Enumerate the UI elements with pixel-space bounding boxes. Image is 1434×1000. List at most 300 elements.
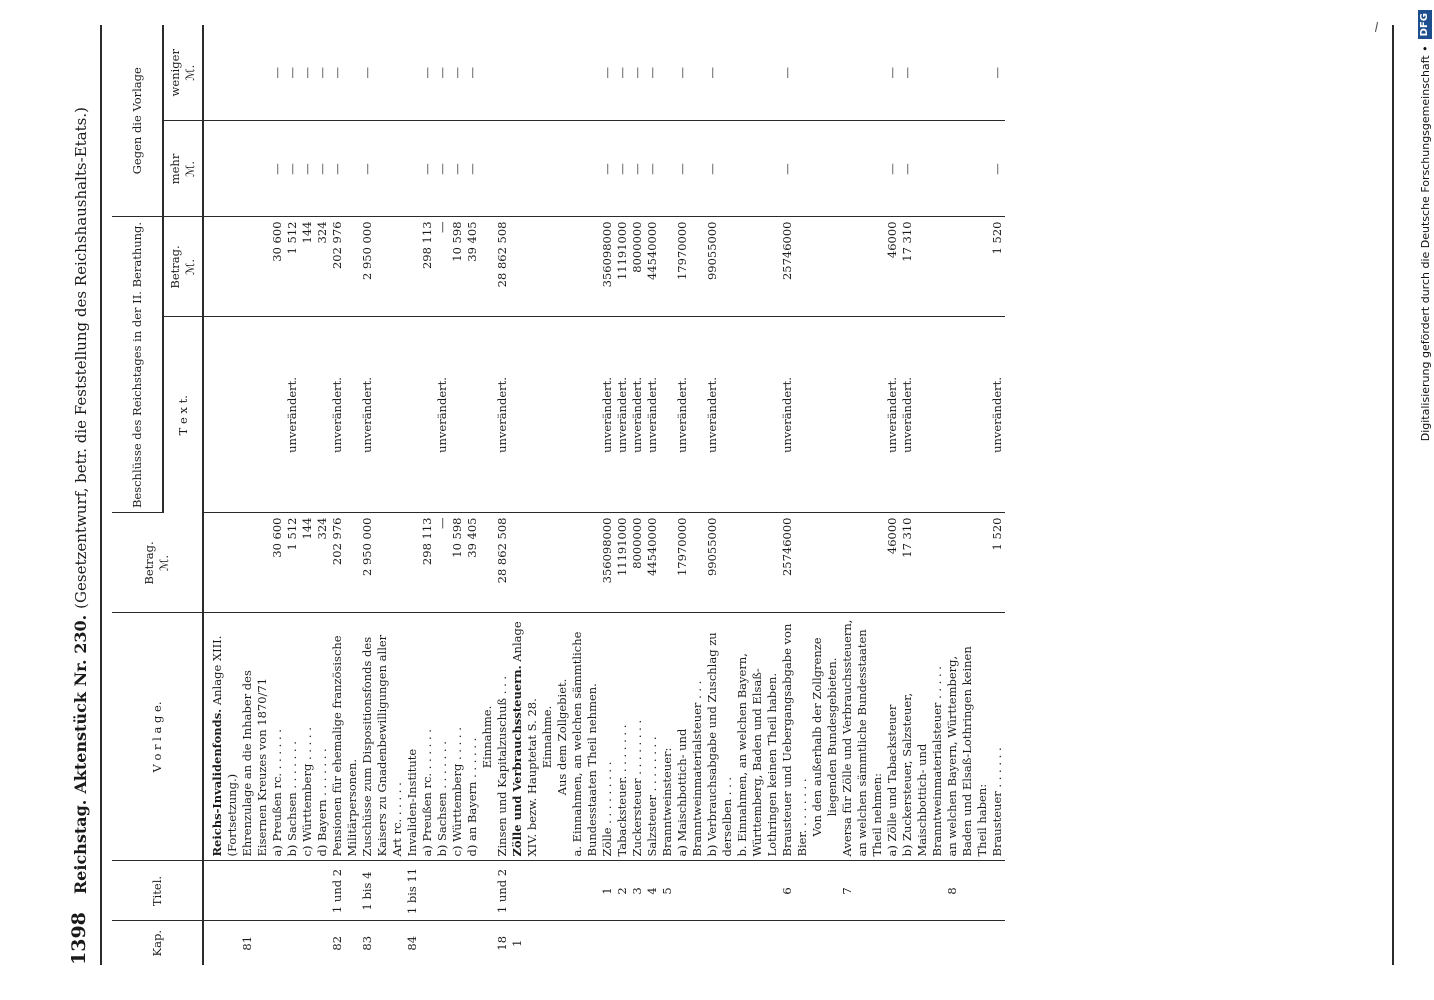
item-label: Branntweinsteuer: bbox=[660, 747, 674, 857]
cell-betrag: 44540000 bbox=[645, 513, 660, 613]
cell-betrag bbox=[540, 513, 555, 613]
cell-titel bbox=[420, 861, 435, 921]
cell-betrag bbox=[660, 513, 675, 613]
table-row bbox=[945, 25, 990, 965]
section-heading-note: Anlage XIV. bezw. Hauptetat S. 28. bbox=[510, 621, 539, 857]
table-row bbox=[900, 25, 945, 965]
cell-beschluss-text: unverändert. bbox=[705, 317, 735, 513]
cell-kap bbox=[660, 921, 675, 965]
cell-titel: 6 bbox=[780, 861, 810, 921]
betrag2-unit: ℳ. bbox=[183, 259, 197, 275]
cell-betrag: 1 520 bbox=[990, 513, 1005, 613]
table-row bbox=[540, 25, 555, 965]
cell-mehr: — bbox=[420, 121, 435, 217]
cell-mehr: — bbox=[435, 121, 450, 217]
col-weniger-header bbox=[163, 25, 203, 121]
cell-titel bbox=[203, 861, 240, 921]
credit-text: Digitalisierung gefördert durch die Deutsche Forschungsgemeinschaft • bbox=[1418, 45, 1432, 442]
cell-titel bbox=[555, 861, 570, 921]
table-row bbox=[465, 25, 480, 965]
cell-mehr: — bbox=[300, 121, 315, 217]
cell-betrag2 bbox=[510, 217, 540, 317]
betrag-unit: ℳ. bbox=[157, 555, 171, 571]
item-label: Aus dem Zollgebiet. bbox=[555, 678, 569, 796]
cell-beschluss-text: unverändert. bbox=[615, 317, 630, 513]
cell-titel: 2 bbox=[615, 861, 630, 921]
cell-vorlage-text bbox=[990, 613, 1005, 861]
cell-titel bbox=[900, 861, 945, 921]
cell-mehr bbox=[840, 121, 885, 217]
table-row bbox=[705, 25, 735, 965]
cell-titel bbox=[540, 861, 555, 921]
cell-betrag2: 356098000 bbox=[600, 217, 615, 317]
page-header bbox=[40, 25, 90, 965]
table-row bbox=[495, 25, 510, 965]
cell-betrag bbox=[480, 513, 495, 613]
cell-betrag2: 17970000 bbox=[675, 217, 705, 317]
cell-titel: 3 bbox=[630, 861, 645, 921]
cell-betrag: 17 310 bbox=[900, 513, 945, 613]
item-label: Ehrenzulage an die Inhaber des Eisernen Kreuzes von 1870/71 bbox=[240, 670, 269, 857]
cell-vorlage-text bbox=[840, 613, 885, 861]
cell-betrag2: 1 512 bbox=[285, 217, 300, 317]
table-row bbox=[555, 25, 570, 965]
cell-weniger bbox=[555, 25, 570, 121]
item-label: Einnahme. bbox=[540, 705, 554, 769]
cell-vorlage-text bbox=[900, 613, 945, 861]
cell-weniger: — bbox=[435, 25, 450, 121]
weniger-label: weniger bbox=[168, 49, 182, 97]
item-label: Tabacksteuer. . . . . . . . bbox=[615, 724, 629, 857]
cell-mehr: — bbox=[990, 121, 1005, 217]
cell-kap bbox=[885, 921, 900, 965]
cell-kap bbox=[840, 921, 885, 965]
cell-titel bbox=[990, 861, 1005, 921]
cell-vorlage-text bbox=[330, 613, 360, 861]
cell-vorlage-text bbox=[240, 613, 270, 861]
table-row bbox=[810, 25, 840, 965]
item-label: Von den außerhalb der Zollgrenze liegenden Bundesgebieten. bbox=[810, 637, 839, 837]
cell-titel bbox=[480, 861, 495, 921]
item-label: a) Preußen rc. . . . . . . bbox=[270, 729, 284, 857]
cell-betrag: 11191000 bbox=[615, 513, 630, 613]
cell-betrag: 28 862 508 bbox=[495, 513, 510, 613]
cell-vorlage-text bbox=[810, 613, 840, 861]
cell-betrag: 99055000 bbox=[705, 513, 735, 613]
cell-kap bbox=[555, 921, 570, 965]
col-vorlage-header: V o r l a g e. bbox=[112, 613, 203, 861]
cell-vorlage-text bbox=[495, 613, 510, 861]
col-gegen-header: Gegen die Vorlage bbox=[112, 25, 163, 217]
table-row bbox=[510, 25, 540, 965]
cell-beschluss-text bbox=[570, 317, 600, 513]
cell-vorlage-text bbox=[555, 613, 570, 861]
table-row bbox=[840, 25, 885, 965]
cell-weniger: — bbox=[285, 25, 300, 121]
cell-kap bbox=[480, 921, 495, 965]
item-label: b. Einnahmen, an welchen Bayern, Württemberg, Baden und Elsaß-Lothringen keinen Theil haben. bbox=[735, 653, 779, 857]
cell-mehr: — bbox=[600, 121, 615, 217]
table-row bbox=[420, 25, 435, 965]
table-row bbox=[480, 25, 495, 965]
cell-kap: 81 bbox=[240, 935, 254, 951]
cell-weniger: — bbox=[450, 25, 465, 121]
item-label: Salzsteuer . . . . . . . . bbox=[645, 736, 659, 857]
cell-mehr bbox=[945, 121, 990, 217]
cell-mehr: — bbox=[675, 121, 705, 217]
table-row bbox=[300, 25, 315, 965]
cell-kap: 1 bbox=[510, 939, 524, 947]
section-heading: Zölle und Verbrauchssteuern. bbox=[510, 665, 524, 857]
cell-mehr: — bbox=[450, 121, 465, 217]
table-row bbox=[675, 25, 705, 965]
table-row bbox=[990, 25, 1005, 965]
item-label: Zuckersteuer . . . . . . . . bbox=[630, 719, 644, 857]
cell-kap bbox=[900, 921, 945, 965]
cell-betrag2: 99055000 bbox=[705, 217, 735, 317]
cell-kap bbox=[600, 921, 615, 965]
cell-kap bbox=[615, 921, 630, 965]
cell-mehr: — bbox=[780, 121, 810, 217]
cell-mehr bbox=[555, 121, 570, 217]
cell-titel bbox=[570, 861, 600, 921]
cell-mehr bbox=[540, 121, 555, 217]
cell-weniger bbox=[203, 25, 240, 121]
budget-table bbox=[112, 25, 1005, 965]
cell-weniger bbox=[540, 25, 555, 121]
cell-beschluss-text: unverändert. bbox=[360, 317, 405, 513]
cell-weniger bbox=[240, 25, 270, 121]
cell-kap: 84 bbox=[405, 935, 419, 951]
cell-titel: 1 und 2 bbox=[495, 861, 510, 921]
cell-betrag: 1 512 bbox=[285, 513, 300, 613]
cell-beschluss-text: unverändert. bbox=[900, 317, 945, 513]
table-row bbox=[435, 25, 450, 965]
table-row bbox=[885, 25, 900, 965]
cell-vorlage-text bbox=[660, 613, 675, 861]
cell-mehr: — bbox=[270, 121, 285, 217]
cell-beschluss-text: unverändert. bbox=[645, 317, 660, 513]
cell-titel bbox=[675, 861, 705, 921]
cell-titel: 5 bbox=[660, 861, 675, 921]
col-mehr-header bbox=[163, 121, 203, 217]
cell-betrag: 202 976 bbox=[330, 513, 360, 613]
cell-beschluss-text: unverändert. bbox=[990, 317, 1005, 513]
table-row bbox=[405, 25, 420, 965]
cell-mehr bbox=[510, 121, 540, 217]
cell-mehr bbox=[570, 121, 600, 217]
cell-weniger: — bbox=[885, 25, 900, 121]
cell-vorlage-text bbox=[885, 613, 900, 861]
cell-kap bbox=[270, 921, 285, 965]
cell-vorlage-text bbox=[480, 613, 495, 861]
cell-betrag2: 28 862 508 bbox=[495, 217, 510, 317]
cell-mehr bbox=[495, 121, 510, 217]
item-label: Brausteuer . . . . . . bbox=[990, 747, 1004, 857]
item-label: c) Württemberg . . . . . bbox=[450, 727, 464, 857]
cell-betrag: 8000000 bbox=[630, 513, 645, 613]
cell-vorlage-text bbox=[675, 613, 705, 861]
cell-mehr: — bbox=[360, 121, 405, 217]
col-text-header: T e x t. bbox=[163, 317, 203, 513]
cell-kap bbox=[990, 921, 1005, 965]
col-titel-header: Titel. bbox=[112, 861, 203, 921]
cell-kap bbox=[705, 921, 735, 965]
cell-beschluss-text bbox=[405, 317, 420, 513]
cell-vorlage-text bbox=[645, 613, 660, 861]
cell-betrag: 25746000 bbox=[780, 513, 810, 613]
cell-mehr bbox=[203, 121, 240, 217]
cell-beschluss-text bbox=[420, 317, 435, 513]
cell-vorlage-text bbox=[450, 613, 465, 861]
betrag2-label: Betrag. bbox=[168, 245, 182, 289]
cell-kap bbox=[630, 921, 645, 965]
item-label: d) Bayern . . . . . . . bbox=[315, 748, 329, 857]
cell-vorlage-text bbox=[600, 613, 615, 861]
cell-weniger: — bbox=[780, 25, 810, 121]
cell-weniger bbox=[405, 25, 420, 121]
cell-titel bbox=[465, 861, 480, 921]
cell-titel: 1 bbox=[600, 861, 615, 921]
cell-betrag2: 8000000 bbox=[630, 217, 645, 317]
cell-betrag: 144 bbox=[300, 513, 315, 613]
cell-titel: 1 bis 11 bbox=[405, 861, 420, 921]
cell-beschluss-text bbox=[203, 317, 240, 513]
cell-betrag2 bbox=[840, 217, 885, 317]
cell-beschluss-text bbox=[270, 317, 285, 513]
cell-beschluss-text bbox=[450, 317, 465, 513]
cell-kap bbox=[570, 921, 600, 965]
cell-vorlage-text bbox=[435, 613, 450, 861]
cell-betrag bbox=[240, 513, 270, 613]
cell-vorlage-text bbox=[285, 613, 300, 861]
item-label: Aversa für Zölle und Verbrauchssteuern, an welchen sämmtliche Bundesstaaten Theil nehmen: bbox=[840, 619, 884, 857]
cell-mehr bbox=[240, 121, 270, 217]
cell-beschluss-text bbox=[300, 317, 315, 513]
item-label: c) Württemberg . . . . . bbox=[300, 727, 314, 857]
cell-kap bbox=[203, 921, 240, 965]
cell-titel bbox=[885, 861, 900, 921]
cell-weniger bbox=[810, 25, 840, 121]
item-label: Einnahme. bbox=[480, 705, 494, 769]
cell-betrag: 324 bbox=[315, 513, 330, 613]
col-beschluesse-header: Beschlüsse des Reichstages in der II. Berathung. bbox=[112, 217, 163, 513]
header-row-top bbox=[112, 25, 163, 965]
cell-betrag: 356098000 bbox=[600, 513, 615, 613]
cell-betrag: 2 950 000 bbox=[360, 513, 405, 613]
cell-kap: 18 bbox=[495, 935, 509, 951]
cell-betrag bbox=[735, 513, 780, 613]
cell-betrag2 bbox=[480, 217, 495, 317]
cell-mehr: — bbox=[615, 121, 630, 217]
cell-mehr: — bbox=[645, 121, 660, 217]
cell-titel bbox=[510, 861, 540, 921]
cell-beschluss-text bbox=[540, 317, 555, 513]
cell-betrag2: 25746000 bbox=[780, 217, 810, 317]
table-row bbox=[360, 25, 405, 965]
cell-kap bbox=[945, 921, 990, 965]
table-row bbox=[780, 25, 810, 965]
cell-titel: 8 bbox=[945, 861, 990, 921]
cell-kap bbox=[810, 921, 840, 965]
cell-betrag bbox=[945, 513, 990, 613]
cell-beschluss-text bbox=[315, 317, 330, 513]
cell-weniger: — bbox=[990, 25, 1005, 121]
cell-weniger: — bbox=[615, 25, 630, 121]
cell-mehr: — bbox=[315, 121, 330, 217]
cell-betrag2 bbox=[540, 217, 555, 317]
betrag-label: Betrag. bbox=[142, 541, 156, 585]
cell-betrag2 bbox=[945, 217, 990, 317]
cell-weniger bbox=[660, 25, 675, 121]
cell-betrag2 bbox=[203, 217, 240, 317]
cell-mehr bbox=[480, 121, 495, 217]
cell-mehr: — bbox=[630, 121, 645, 217]
cell-betrag: 10 598 bbox=[450, 513, 465, 613]
cell-betrag2: 202 976 bbox=[330, 217, 360, 317]
cell-titel bbox=[450, 861, 465, 921]
cell-weniger bbox=[840, 25, 885, 121]
item-label: Brausteuer und Uebergangsabgabe von Bier. . . . . . . . bbox=[780, 623, 809, 857]
item-label: a. Einnahmen, an welchen sämmtliche Bundesstaaten Theil nehmen. bbox=[570, 631, 599, 857]
cell-mehr bbox=[405, 121, 420, 217]
cell-vorlage-text bbox=[405, 613, 420, 861]
cell-weniger: — bbox=[360, 25, 405, 121]
cell-betrag2: 144 bbox=[300, 217, 315, 317]
header-title-reichstag: Reichstag. bbox=[71, 799, 90, 895]
cell-mehr: — bbox=[885, 121, 900, 217]
cell-betrag2 bbox=[405, 217, 420, 317]
cell-kap bbox=[435, 921, 450, 965]
cell-mehr bbox=[735, 121, 780, 217]
cell-kap bbox=[420, 921, 435, 965]
cell-mehr: — bbox=[900, 121, 945, 217]
cell-betrag2: 2 950 000 bbox=[360, 217, 405, 317]
cell-titel bbox=[240, 861, 270, 921]
cell-vorlage-text bbox=[270, 613, 285, 861]
cell-titel: 1 bis 4 bbox=[360, 861, 405, 921]
cell-beschluss-text: unverändert. bbox=[285, 317, 300, 513]
cell-weniger bbox=[945, 25, 990, 121]
cell-betrag bbox=[203, 513, 240, 613]
cell-kap: 82 bbox=[330, 935, 344, 951]
item-label: Zuschüsse zum Dispositionsfonds des Kaisers zu Gnadenbewilligungen aller Art rc. . . . . . bbox=[360, 634, 404, 857]
cell-betrag2: 10 598 bbox=[450, 217, 465, 317]
cell-betrag2: 44540000 bbox=[645, 217, 660, 317]
cell-betrag2: — bbox=[435, 217, 450, 317]
table-row bbox=[615, 25, 630, 965]
cell-kap bbox=[540, 921, 555, 965]
cell-betrag2 bbox=[735, 217, 780, 317]
table-row bbox=[645, 25, 660, 965]
cell-vorlage-text bbox=[203, 613, 240, 861]
cell-beschluss-text bbox=[810, 317, 840, 513]
cell-weniger: — bbox=[675, 25, 705, 121]
cell-weniger bbox=[735, 25, 780, 121]
cell-vorlage-text bbox=[465, 613, 480, 861]
cell-betrag: 298 113 bbox=[420, 513, 435, 613]
weniger-unit: ℳ. bbox=[183, 64, 197, 81]
table-row bbox=[450, 25, 465, 965]
cell-betrag: 46000 bbox=[885, 513, 900, 613]
cell-betrag: 17970000 bbox=[675, 513, 705, 613]
cell-beschluss-text bbox=[510, 317, 540, 513]
item-label: a) Maischbottich- und Branntweinmaterialsteuer . . . bbox=[675, 680, 704, 857]
cell-weniger: — bbox=[330, 25, 360, 121]
cell-vorlage-text bbox=[420, 613, 435, 861]
cell-kap bbox=[465, 921, 480, 965]
cell-kap bbox=[675, 921, 705, 965]
table-row bbox=[315, 25, 330, 965]
cell-titel bbox=[270, 861, 285, 921]
item-label: an welchen Bayern, Württemberg, Baden und Elsaß-Lothringen keinen Theil haben: bbox=[945, 646, 989, 857]
cell-weniger: — bbox=[645, 25, 660, 121]
cell-weniger: — bbox=[420, 25, 435, 121]
table-row bbox=[285, 25, 300, 965]
cell-betrag: 30 600 bbox=[270, 513, 285, 613]
col-kap-header: Kap. bbox=[112, 921, 203, 965]
mehr-unit: ℳ. bbox=[183, 161, 197, 177]
cell-betrag2 bbox=[555, 217, 570, 317]
table-row bbox=[270, 25, 285, 965]
cell-beschluss-text bbox=[465, 317, 480, 513]
col-betrag2-header bbox=[163, 217, 203, 317]
cell-vorlage-text bbox=[735, 613, 780, 861]
page-number: 1398 bbox=[68, 912, 90, 965]
mehr-label: mehr bbox=[168, 153, 182, 185]
cell-mehr bbox=[660, 121, 675, 217]
cell-kap bbox=[780, 921, 810, 965]
cell-weniger: — bbox=[300, 25, 315, 121]
cell-betrag2: 298 113 bbox=[420, 217, 435, 317]
cell-betrag bbox=[405, 513, 420, 613]
cell-betrag: 39 405 bbox=[465, 513, 480, 613]
cell-beschluss-text bbox=[480, 317, 495, 513]
cell-vorlage-text bbox=[630, 613, 645, 861]
cell-kap bbox=[735, 921, 780, 965]
cell-betrag2: 1 520 bbox=[990, 217, 1005, 317]
item-label: Zölle . . . . . . . . . bbox=[600, 761, 614, 857]
cell-vorlage-text bbox=[570, 613, 600, 861]
cell-mehr: — bbox=[285, 121, 300, 217]
cell-titel bbox=[435, 861, 450, 921]
cell-vorlage-text bbox=[705, 613, 735, 861]
table-row bbox=[240, 25, 270, 965]
header-subtitle: (Gesetzentwurf, betr. die Feststellung des Reichshaushalts-Etats.) bbox=[72, 107, 90, 609]
cell-mehr: — bbox=[705, 121, 735, 217]
cell-mehr bbox=[810, 121, 840, 217]
header-title-aktenstueck: Aktenstück Nr. 230. bbox=[71, 614, 90, 794]
cell-beschluss-text: unverändert. bbox=[780, 317, 810, 513]
cell-beschluss-text: unverändert. bbox=[435, 317, 450, 513]
item-label: b) Sachsen . . . . . . . bbox=[435, 741, 449, 857]
cell-kap bbox=[315, 921, 330, 965]
cell-kap bbox=[645, 921, 660, 965]
cell-beschluss-text bbox=[240, 317, 270, 513]
cell-vorlage-text bbox=[300, 613, 315, 861]
cell-titel bbox=[315, 861, 330, 921]
table-body bbox=[203, 25, 1005, 965]
section-heading-note: Anlage XIII. (Fortsetzung.) bbox=[210, 635, 239, 857]
item-label: a) Zölle und Tabacksteuer bbox=[885, 704, 899, 857]
cell-weniger: — bbox=[315, 25, 330, 121]
cell-vorlage-text bbox=[315, 613, 330, 861]
cell-betrag2: 17 310 bbox=[900, 217, 945, 317]
cell-beschluss-text bbox=[735, 317, 780, 513]
cell-weniger: — bbox=[600, 25, 615, 121]
cell-betrag2: 46000 bbox=[885, 217, 900, 317]
cell-weniger bbox=[495, 25, 510, 121]
